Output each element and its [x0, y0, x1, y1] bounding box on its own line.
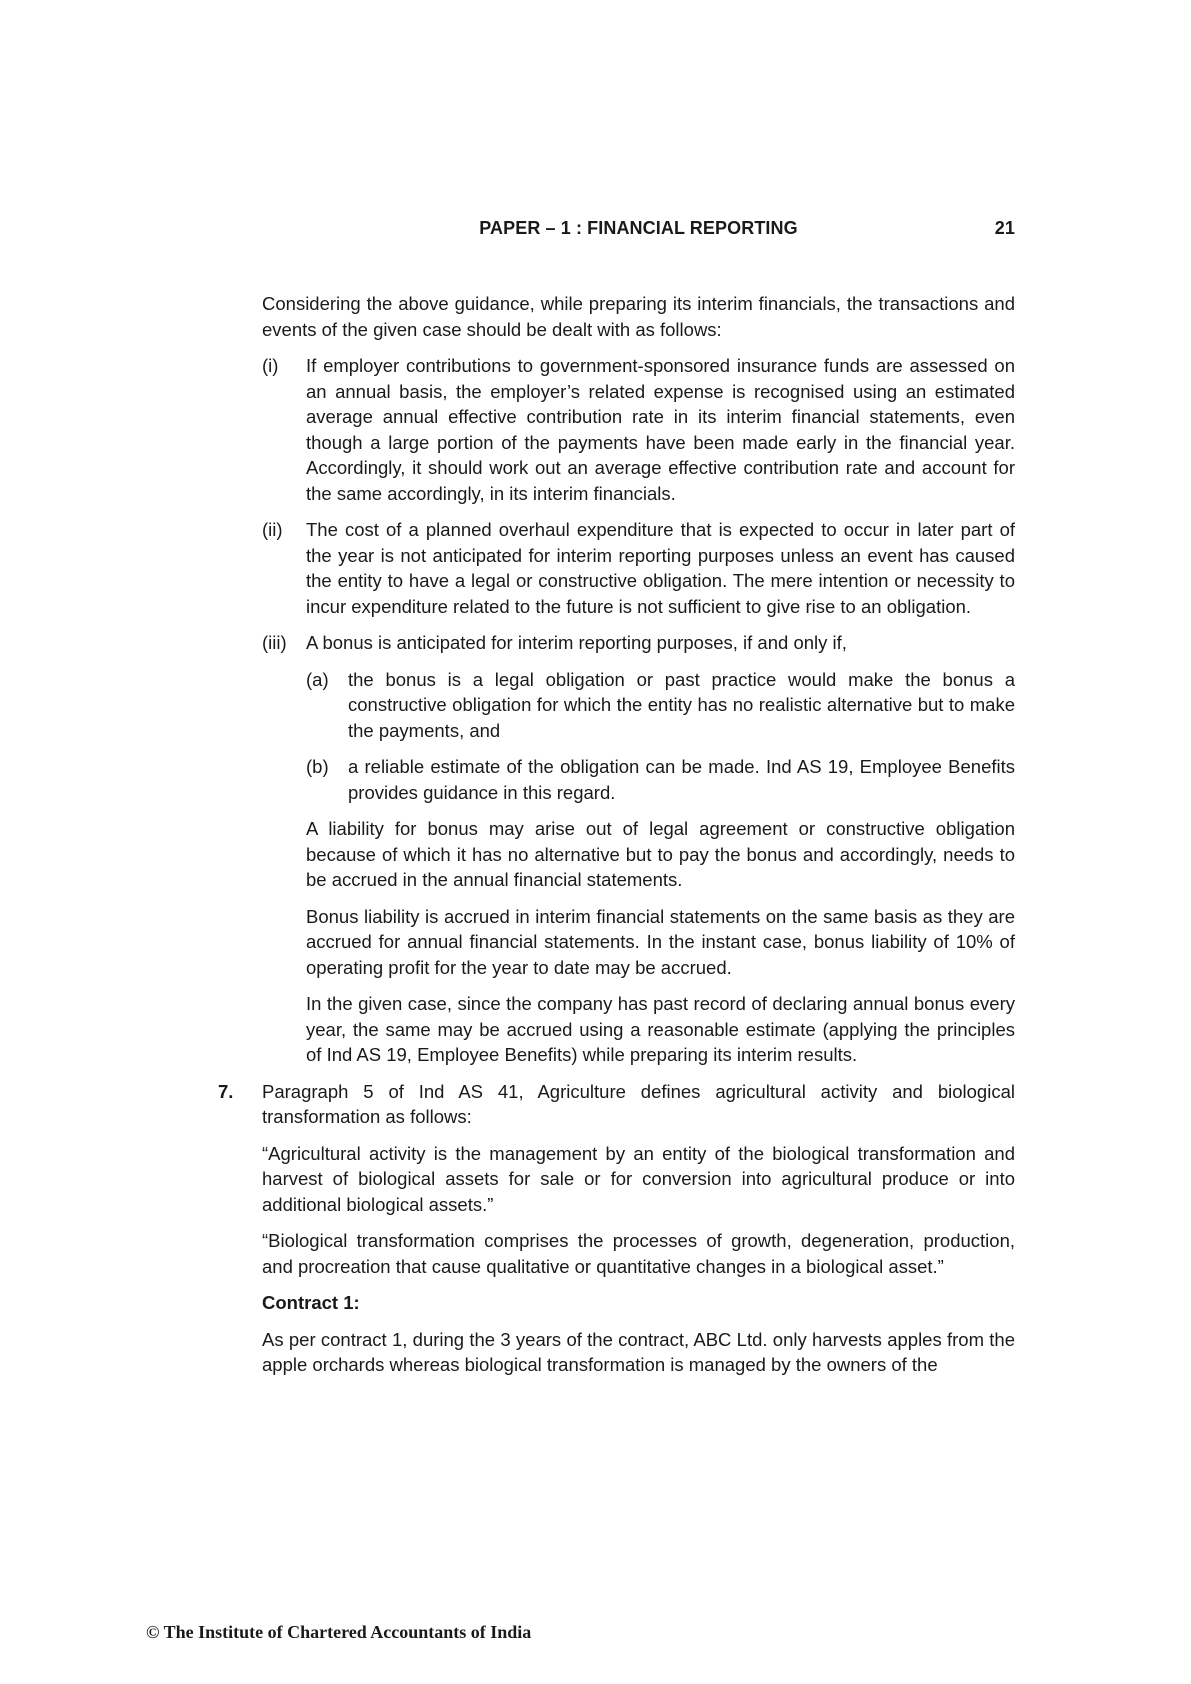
contract-paragraph: As per contract 1, during the 3 years of the contract, ABC Ltd. only harvests apples from the apple orchards whereas biological transformation is managed by the owners of the: [262, 1328, 1015, 1375]
bonus-paragraph: In the given case, since the company has past record of declaring annual bonus every year, the same may be accrued using a reasonable estimate (applying the principles of Ind AS 19, Employee Benefits) while preparing its interim results.: [306, 993, 1015, 1065]
list-item-ii: [262, 517, 1015, 619]
question-7: [218, 1079, 1015, 1130]
sub-text: the bonus is a legal obligation or past practice would make the bonus a constructive obligation for which the entity has no realistic alternative but to make the payments, and: [348, 668, 1015, 741]
bonus-paragraph: Bonus liability is accrued in interim financial statements on the same basis as they are accrued for annual financial statements. In the instant case, bonus liability of 10% of operating profit for the year to date may be accrued.: [306, 905, 1015, 978]
list-number: (ii): [262, 519, 283, 540]
question-text: Paragraph 5 of Ind AS 41, Agriculture defines agricultural activity and biological transformation as follows:: [262, 1080, 1015, 1127]
list-text: If employer contributions to government-sponsored insurance funds are assessed on an annual basis, the employer’s related expense is recognised using an estimated average annual effective contribution rate in its interim financial statements, even though a large portion of the payments have been made early in the financial year. Accordingly, it should work out an average effective contribution rate and account for the same accordingly, in its interim financials.: [306, 355, 1015, 504]
list-item-iii: [262, 630, 1015, 656]
page-number: 21: [994, 218, 1015, 238]
quote-biological-transformation: “Biological transformation comprises the processes of growth, degeneration, production, and procreation that cause qualitative or quantitative changes in a biological asset.”: [262, 1230, 1015, 1277]
quote-agricultural-activity: “Agricultural activity is the management by an entity of the biological transformation and harvest of biological assets for sale or for conversion into agricultural produce or into additional biological assets.”: [262, 1142, 1015, 1215]
sub-item-a: [306, 667, 1015, 744]
page-header: [262, 218, 1015, 246]
sub-number: (b): [306, 756, 329, 777]
sub-item-b: [306, 754, 1015, 805]
list-number: (iii): [262, 632, 287, 653]
bonus-paragraph: A liability for bonus may arise out of legal agreement or constructive obligation because of which it has no alternative but to pay the bonus and accordingly, needs to be accrued in the annual financial statements.: [306, 818, 1015, 890]
copyright-footer: © The Institute of Chartered Accountants of India: [146, 1622, 532, 1642]
list-text: The cost of a planned overhaul expenditure that is expected to occur in later part of the year is not anticipated for interim reporting purposes unless an event has caused the entity to have a legal or constructive obligation. The mere intention or necessity to incur expenditure related to the future is not sufficient to give rise to an obligation.: [306, 519, 1015, 617]
paper-title: PAPER – 1 : FINANCIAL REPORTING: [479, 218, 798, 238]
list-item-i: [262, 353, 1015, 506]
list-number: (i): [262, 355, 279, 376]
sub-text: a reliable estimate of the obligation can be made. Ind AS 19, Employee Benefits provides guidance in this regard.: [348, 756, 1015, 803]
page-content: [218, 291, 1015, 1389]
intro-paragraph: Considering the above guidance, while preparing its interim financials, the transactions and events of the given case should be dealt with as follows:: [262, 293, 1015, 340]
question-number: 7.: [218, 1080, 234, 1102]
contract-heading: Contract 1:: [262, 1292, 360, 1313]
bonus-section: [262, 667, 1015, 1068]
sub-number: (a): [306, 668, 329, 690]
list-text: A bonus is anticipated for interim reporting purposes, if and only if,: [306, 632, 847, 653]
